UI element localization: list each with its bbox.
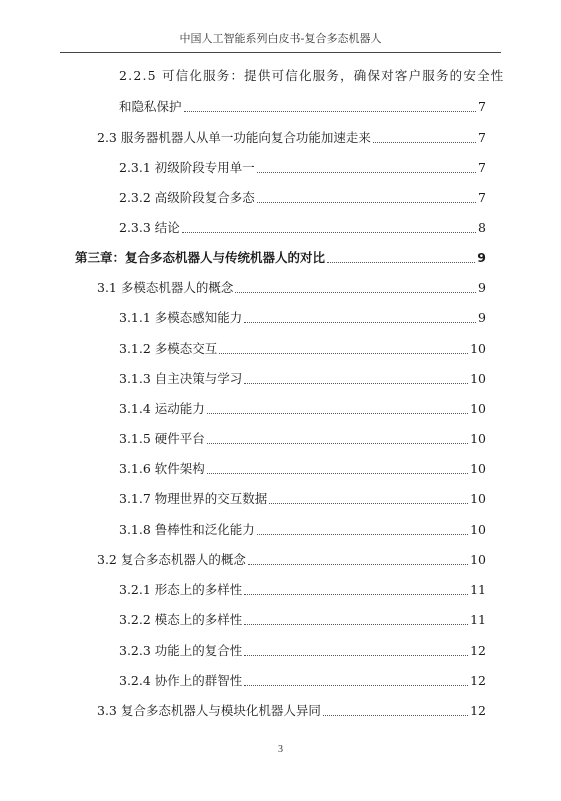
toc-entry[interactable]: [119, 396, 486, 418]
toc-entry[interactable]: [119, 336, 486, 358]
dot-leader: [327, 261, 475, 263]
toc-entry[interactable]: [75, 245, 486, 267]
toc-entry-title: 3.1.7 物理世界的交互数据: [119, 491, 268, 506]
toc-entry[interactable]: [119, 155, 486, 177]
toc-entry-page: 12: [470, 673, 486, 688]
toc-entry-page: 10: [470, 461, 486, 476]
toc-entry[interactable]: [97, 547, 486, 569]
toc-entry[interactable]: [97, 125, 486, 147]
toc-entry-title: 3.1.8 鲁棒性和泛化能力: [119, 522, 255, 537]
toc-entry[interactable]: [119, 426, 486, 448]
toc-entry-title: 和隐私保护: [119, 99, 182, 114]
toc-entry-title: 第三章：复合多态机器人与传统机器人的对比: [75, 250, 326, 265]
toc-entry[interactable]: [97, 275, 486, 297]
toc-entry[interactable]: [119, 607, 486, 629]
toc-entry-page: 9: [478, 280, 486, 295]
toc-entry-page: 10: [470, 522, 486, 537]
toc-entry-page: 7: [478, 99, 486, 114]
dot-leader: [182, 231, 476, 233]
dot-leader: [248, 563, 468, 565]
toc-entry-title: 3.2.3 功能上的复合性: [119, 643, 243, 658]
dot-leader: [235, 291, 476, 293]
toc-entry-page: 10: [470, 371, 486, 386]
dot-leader: [257, 171, 476, 173]
toc-entry-page: 12: [470, 703, 486, 718]
toc-entry[interactable]: [97, 698, 486, 720]
toc-entry[interactable]: [119, 456, 486, 478]
toc-entry-page: 8: [478, 220, 486, 235]
page-number: 3: [278, 744, 283, 755]
toc-entry-title: 3.1 多模态机器人的概念: [97, 280, 234, 295]
dot-leader: [184, 110, 476, 112]
toc-entry-page: 10: [470, 431, 486, 446]
toc-entry-title: 3.1.5 硬件平台: [119, 431, 205, 446]
toc-entry-page: 10: [470, 491, 486, 506]
dot-leader: [207, 472, 468, 474]
dot-leader: [257, 201, 476, 203]
toc-entry[interactable]: [119, 668, 486, 690]
dot-leader: [244, 623, 468, 625]
dot-leader: [219, 352, 468, 354]
dot-leader: [323, 714, 468, 716]
toc-entry-title: 2.3 服务器机器人从单一功能向复合功能加速走来: [97, 130, 371, 145]
toc-entry[interactable]: [119, 305, 486, 327]
toc-entry-page: 12: [470, 643, 486, 658]
dot-leader: [244, 593, 468, 595]
dot-leader: [244, 654, 468, 656]
toc-entry-title: 3.1.1 多模态感知能力: [119, 310, 243, 325]
toc-entry-page: 10: [470, 401, 486, 416]
toc-entry-page: 10: [470, 341, 486, 356]
toc-entry-page: 9: [478, 310, 486, 325]
toc-entry[interactable]: [119, 366, 486, 388]
toc-entry[interactable]: [119, 577, 486, 599]
dot-leader: [207, 442, 468, 444]
dot-leader: [207, 412, 468, 414]
dot-leader: [373, 141, 476, 143]
dot-leader: [257, 533, 468, 535]
toc-entry-title: 3.1.4 运动能力: [119, 401, 205, 416]
toc-entry[interactable]: [119, 638, 486, 660]
toc-entry-page: 7: [478, 130, 486, 145]
toc-entry-title: 2.3.3 结论: [119, 220, 180, 235]
dot-leader: [244, 382, 468, 384]
dot-leader: [269, 502, 468, 504]
toc-entry-page: 11: [470, 582, 486, 597]
dot-leader: [244, 684, 468, 686]
dot-leader: [244, 321, 476, 323]
toc-entry-title: 3.2.4 协作上的群智性: [119, 673, 243, 688]
toc-entry-title: 3.3 复合多态机器人与模块化机器人异同: [97, 703, 321, 718]
header-rule: [60, 52, 501, 53]
toc-entry-page: 7: [478, 160, 486, 175]
toc-entry[interactable]: [119, 517, 486, 539]
toc-entry-page: 10: [470, 552, 486, 567]
toc-entry[interactable]: [119, 94, 486, 116]
toc-entry-title: 3.2.2 模态上的多样性: [119, 612, 243, 627]
toc-entry[interactable]: [119, 486, 486, 508]
toc-entry-title: 2.3.1 初级阶段专用单一: [119, 160, 255, 175]
toc-entry-title[interactable]: 2.2.5 可信化服务：提供可信化服务，确保对客户服务的安全性: [119, 68, 505, 83]
toc-entry-page: 7: [478, 190, 486, 205]
toc-entry[interactable]: [119, 215, 486, 237]
toc-entry[interactable]: [119, 185, 486, 207]
toc-entry-title: 3.1.3 自主决策与学习: [119, 371, 243, 386]
toc-entry-page: 11: [470, 612, 486, 627]
toc-entry-title: 3.1.6 软件架构: [119, 461, 205, 476]
toc-entry-title: 3.2.1 形态上的多样性: [119, 582, 243, 597]
toc-entry-page: 9: [477, 250, 486, 265]
running-header: 中国人工智能系列白皮书-复合多态机器人: [179, 32, 382, 45]
toc-entry-title: 3.1.2 多模态交互: [119, 341, 218, 356]
toc-entry-title: 3.2 复合多态机器人的概念: [97, 552, 246, 567]
toc-entry-title: 2.3.2 高级阶段复合多态: [119, 190, 255, 205]
